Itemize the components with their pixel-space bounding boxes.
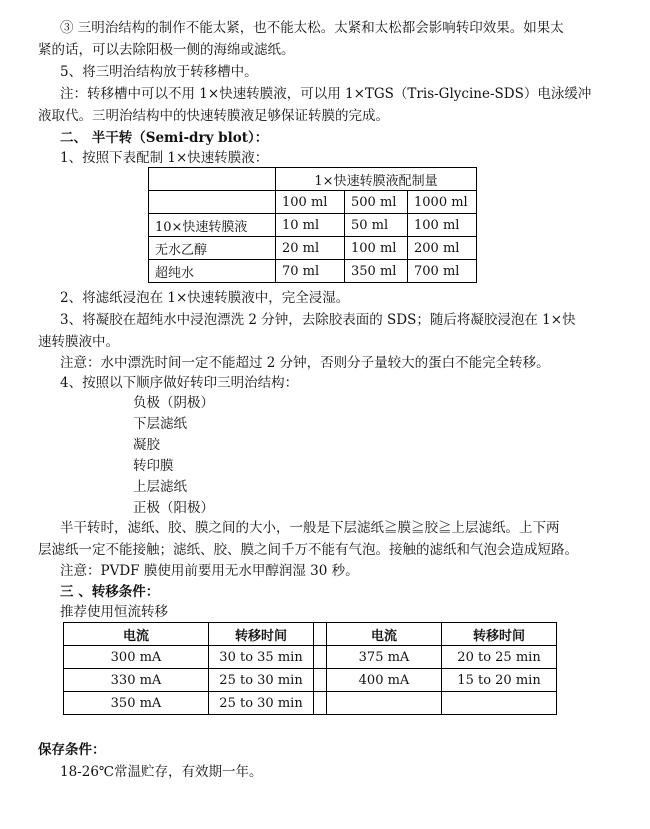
table-row: [64, 646, 557, 669]
storage-text: 18-26℃常温贮存，有效期一年。: [60, 764, 263, 780]
table-cell: 100 ml: [408, 214, 477, 237]
current-cell: 350 mA: [64, 692, 209, 715]
current-cell: 330 mA: [64, 669, 209, 692]
table-row: [64, 692, 557, 715]
transfer-conditions-table: [63, 622, 557, 715]
table-row: [149, 237, 477, 260]
table-gap: [314, 646, 327, 669]
reagent-name: 无水乙醇: [149, 237, 276, 260]
para-line: 紧的话，可以去除阳极一侧的海绵或滤纸。: [38, 42, 295, 58]
col-header-time: 转移时间: [442, 623, 557, 646]
col-header-current: 电流: [327, 623, 442, 646]
table-cell: 200 ml: [408, 237, 477, 260]
time-cell: 30 to 35 min: [209, 646, 314, 669]
table-row: [149, 214, 477, 237]
time-cell: [442, 692, 557, 715]
table-gap: [314, 623, 327, 646]
stack-item: 正极（阳极）: [133, 500, 214, 516]
time-cell: 25 to 30 min: [209, 669, 314, 692]
storage-title: 保存条件：: [38, 742, 106, 758]
para-line: 层滤纸一定不能接触；滤纸、胶、膜之间千万不能有气泡。接触的滤纸和气泡会造成短路。: [38, 542, 578, 558]
stack-item: 负极（阴极）: [133, 395, 214, 411]
table-row: [149, 260, 477, 283]
recipe-table: [148, 167, 477, 283]
step-5: 5、将三明治结构放于转移槽中。: [60, 64, 258, 80]
stack-item: 凝胶: [133, 437, 160, 453]
stack-item: 上层滤纸: [133, 479, 187, 495]
table-cell: 700 ml: [408, 260, 477, 283]
section-title-conditions: 三 、转移条件：: [60, 584, 160, 600]
reagent-name: 10×快速转膜液: [149, 214, 276, 237]
table-cell: [149, 168, 276, 191]
table-cell: 50 ml: [345, 214, 408, 237]
note-line: 注意：PVDF 膜使用前要用无水甲醇润湿 30 秒。: [60, 563, 359, 579]
time-cell: 20 to 25 min: [442, 646, 557, 669]
recommend-line: 推荐使用恒流转移: [60, 604, 168, 620]
table-cell: 350 ml: [345, 260, 408, 283]
col-header-time: 转移时间: [209, 623, 314, 646]
current-cell: 375 mA: [327, 646, 442, 669]
table-gap: [314, 692, 327, 715]
table-gap: [314, 669, 327, 692]
step-4: 4、按照以下顺序做好转印三明治结构：: [60, 375, 299, 391]
para-line: ③ 三明治结构的制作不能太紧，也不能太松。太紧和太松都会影响转印效果。如果太: [60, 20, 564, 36]
note-line: 注：转移槽中可以不用 1×快速转膜液，可以用 1×TGS（Tris-Glycine-SDS）电泳缓冲: [60, 86, 592, 102]
reagent-name: 超纯水: [149, 260, 276, 283]
time-cell: 15 to 20 min: [442, 669, 557, 692]
volume-header: 1000 ml: [408, 191, 477, 214]
table-cell: 100 ml: [345, 237, 408, 260]
current-cell: [327, 692, 442, 715]
table-row: [64, 669, 557, 692]
step-3: 3、将凝胶在超纯水中浸泡漂洗 2 分钟，去除胶表面的 SDS；随后将凝胶浸泡在 1×快: [60, 312, 576, 328]
section-title-semi-dry: 二、 半干转（Semi-dry blot）：: [60, 130, 269, 146]
table-cell: [149, 191, 276, 214]
volume-header: 500 ml: [345, 191, 408, 214]
para-line: 半干转时，滤纸、胶、膜之间的大小，一般是下层滤纸≧膜≧胶≧上层滤纸。上下两: [60, 520, 560, 536]
step-2: 2、将滤纸浸泡在 1×快速转膜液中，完全浸湿。: [60, 290, 350, 306]
stack-item: 转印膜: [133, 458, 174, 474]
table-cell: 20 ml: [276, 237, 345, 260]
table-cell: 70 ml: [276, 260, 345, 283]
current-cell: 400 mA: [327, 669, 442, 692]
step-3-cont: 速转膜液中。: [38, 334, 119, 350]
step-1: 1、按照下表配制 1×快速转膜液：: [60, 150, 269, 166]
note-line: 液取代。三明治结构中的快速转膜液足够保证转膜的完成。: [38, 108, 389, 124]
current-cell: 300 mA: [64, 646, 209, 669]
stack-item: 下层滤纸: [133, 416, 187, 432]
note-line: 注意：水中漂洗时间一定不能超过 2 分钟，否则分子量较大的蛋白不能完全转移。: [60, 355, 550, 371]
col-header-current: 电流: [64, 623, 209, 646]
volume-header: 100 ml: [276, 191, 345, 214]
time-cell: 25 to 30 min: [209, 692, 314, 715]
table-header: 1×快速转膜液配制量: [276, 168, 477, 191]
table-cell: 10 ml: [276, 214, 345, 237]
